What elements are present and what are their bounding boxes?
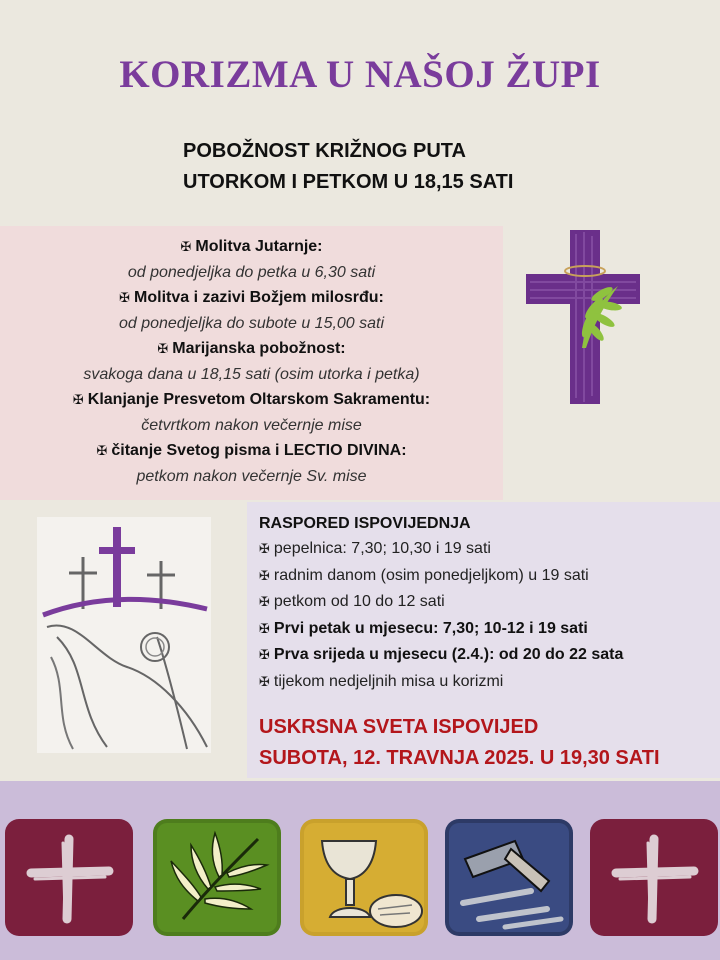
- cross-bullet-icon: ✠: [259, 568, 270, 584]
- cross-bullet-icon: ✠: [119, 291, 131, 306]
- cross-bullet-icon: ✠: [96, 444, 108, 459]
- cross-bullet-icon: ✠: [259, 674, 270, 690]
- devotion-detail: svakoga dana u 18,15 sati (osim utorka i petka): [83, 366, 420, 383]
- devotion-detail: petkom nakon večernje Sv. mise: [136, 468, 367, 485]
- devotion-detail: od ponedjeljka do petka u 6,30 sati: [127, 264, 376, 281]
- confession-item: ✠ petkom od 10 do 12 sati: [259, 593, 445, 610]
- devotions-panel: [0, 226, 503, 500]
- confession-item: ✠ radnim danom (osim ponedjeljkom) u 19 sati: [259, 566, 589, 584]
- confession-item: ✠ tijekom nedjeljnih misa u korizmi: [259, 672, 504, 690]
- confession-item: ✠ Prva srijeda u mjesecu (2.4.): od 20 do 22 sata: [259, 646, 624, 663]
- page-title: KORIZMA U NAŠOJ ŽUPI: [119, 53, 601, 96]
- confession-item: ✠ Prvi petak u mjesecu: 7,30; 10-12 i 19 sati: [259, 619, 588, 637]
- way-of-cross-title: POBOŽNOST KRIŽNOG PUTA: [183, 140, 466, 162]
- devotion-title: ✠ Klanjanje Presvetom Oltarskom Sakramentu:: [72, 391, 431, 408]
- ash-cross-icon: [590, 819, 718, 936]
- purple-cross-with-palm-and-thorn-crown-icon: [524, 228, 642, 406]
- confession-panel: [247, 502, 720, 778]
- ash-cross-icon: [5, 819, 133, 936]
- devotion-detail: četvrtkom nakon večernje mise: [141, 417, 362, 434]
- easter-confession-notice: [259, 712, 660, 774]
- confession-heading: RASPORED ISPOVIJEDNJA: [259, 515, 471, 532]
- devotion-title: ✠ Marijanska pobožnost:: [157, 340, 346, 357]
- devotion-title: ✠ čitanje Svetog pisma i LECTIO DIVINA:: [96, 442, 407, 459]
- palm-branch-icon: [153, 819, 281, 936]
- cross-bullet-icon: ✠: [259, 648, 270, 663]
- cross-bullet-icon: ✠: [259, 595, 270, 610]
- hammer-and-nails-icon: [445, 819, 573, 936]
- devotion-title: ✠ Molitva i zazivi Božjem milosrđu:: [119, 289, 384, 306]
- easter-confession-date: SUBOTA, 12. TRAVNJA 2025. U 19,30 SATI: [259, 747, 660, 769]
- cross-bullet-icon: ✠: [72, 393, 84, 408]
- devotion-title: ✠ Molitva Jutarnje:: [180, 238, 323, 255]
- cross-bullet-icon: ✠: [259, 542, 270, 557]
- calvary-three-crosses-icon: [37, 517, 211, 753]
- easter-confession-title: USKRSNA SVETA ISPOVIJED: [259, 716, 539, 738]
- way-of-cross-time: UTORKOM I PETKOM U 18,15 SATI: [183, 171, 514, 193]
- confession-item: ✠ pepelnica: 7,30; 10,30 i 19 sati: [259, 540, 491, 557]
- way-of-cross-notice: [183, 136, 513, 198]
- cross-bullet-icon: ✠: [157, 342, 169, 357]
- cross-bullet-icon: ✠: [180, 240, 192, 255]
- devotion-detail: od ponedjeljka do subote u 15,00 sati: [118, 315, 385, 332]
- chalice-and-bread-icon: [300, 819, 428, 936]
- cross-bullet-icon: ✠: [259, 621, 270, 637]
